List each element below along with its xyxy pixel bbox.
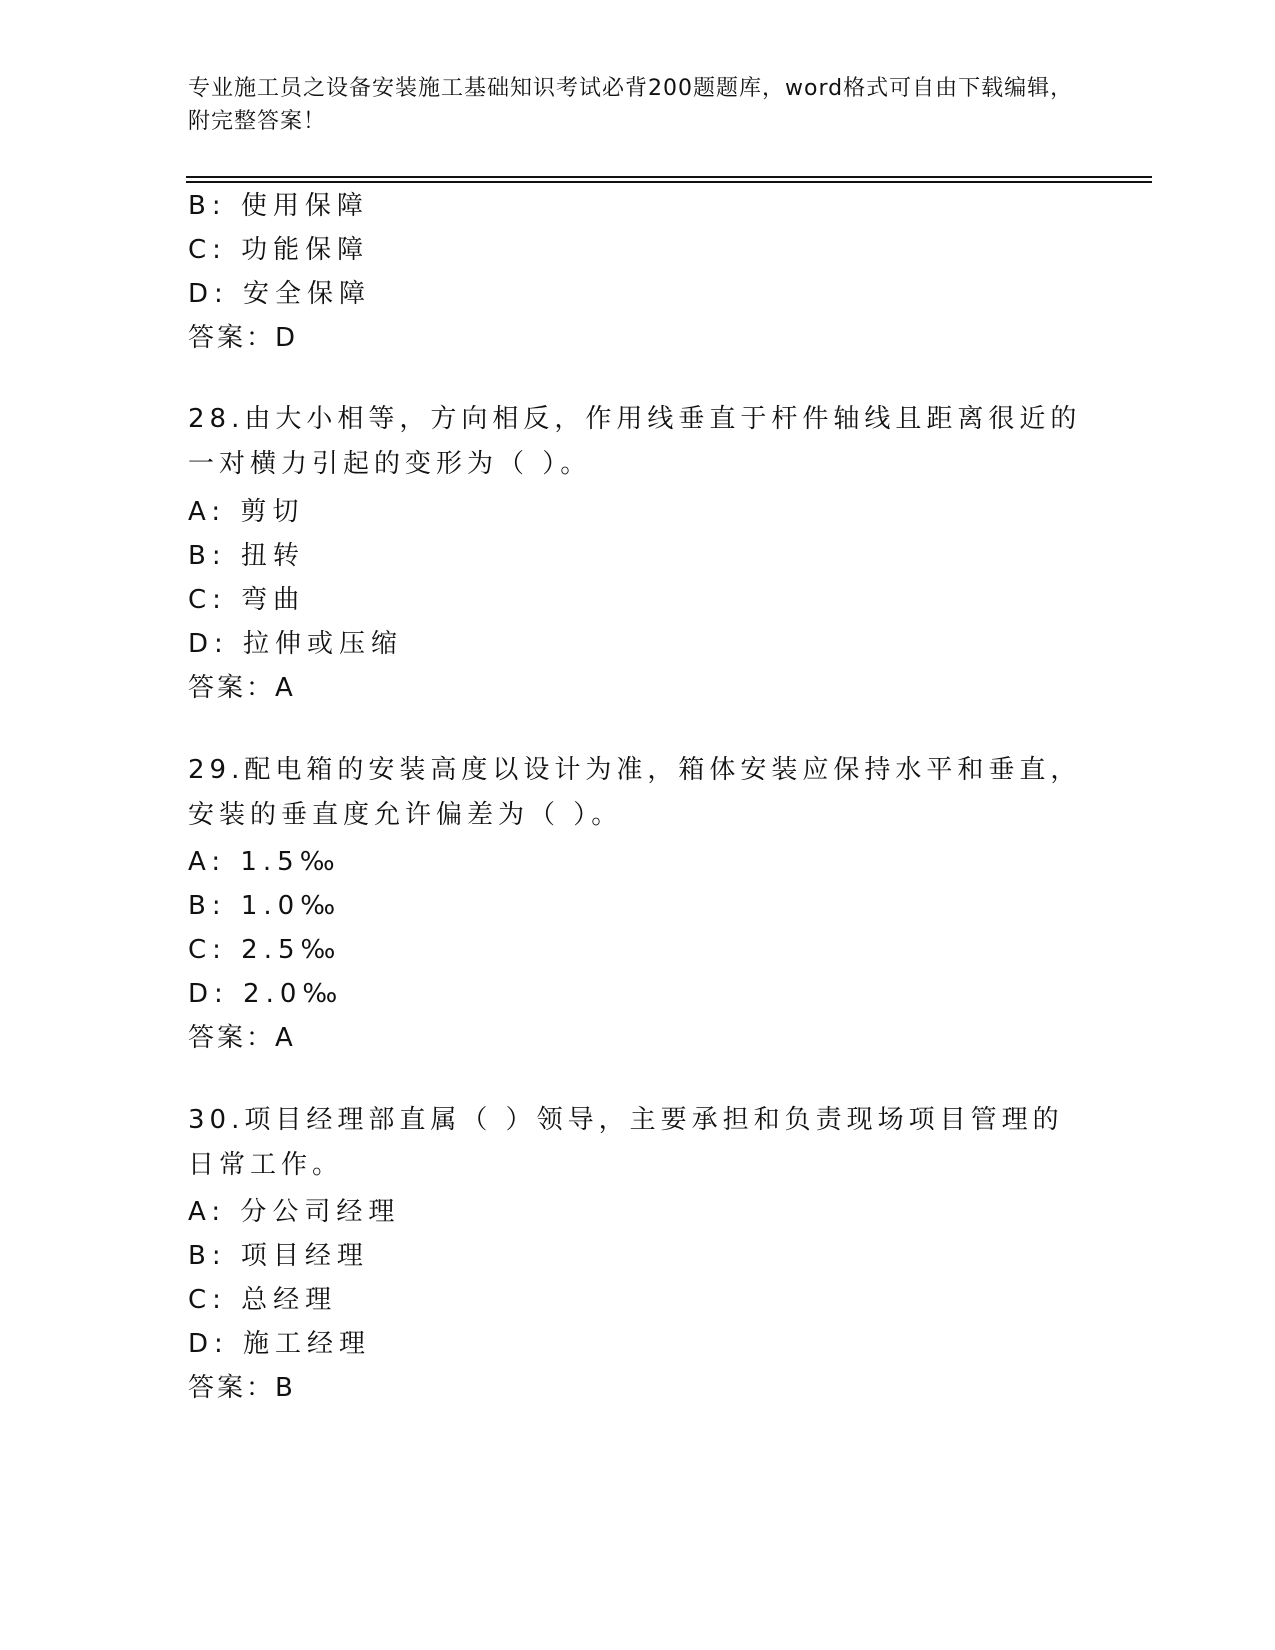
question-30-option-c: C: 总经理 — [188, 1285, 338, 1315]
question-30-answer: 答案：B — [188, 1373, 296, 1403]
question-30-option-a: A: 分公司经理 — [188, 1197, 401, 1227]
question-29-option-a: A: 1.5‰ — [188, 847, 341, 877]
question-29-option-b: B: 1.0‰ — [188, 891, 342, 921]
question-28-stem: 28.由大小相等，方向相反，作用线垂直于杆件轴线且距离很近的一对横力引起的变形为（ ）。 — [188, 404, 1082, 479]
option-c: C: 功能保障 — [188, 235, 370, 265]
header-rule-bottom — [186, 181, 1152, 183]
option-d: D: 安全保障 — [188, 279, 372, 309]
question-30-option-b: B: 项目经理 — [188, 1241, 369, 1271]
question-28-answer: 答案：A — [188, 673, 296, 703]
document-header: 专业施工员之设备安装施工基础知识考试必背200题题库，word格式可自由下载编辑，附完整答案！ — [188, 76, 1074, 134]
answer: 答案：D — [188, 323, 299, 353]
question-29-option-d: D: 2.0‰ — [188, 979, 344, 1009]
question-30-stem: 30.项目经理部直属（ ）领导，主要承担和负责现场项目管理的日常工作。 — [188, 1105, 1064, 1180]
question-28-option-a: A: 剪切 — [188, 497, 305, 527]
question-28-option-b: B: 扭转 — [188, 541, 305, 571]
question-29-option-c: C: 2.5‰ — [188, 935, 342, 965]
question-30-option-d: D: 施工经理 — [188, 1329, 372, 1359]
question-29-stem: 29.配电箱的安装高度以设计为准，箱体安装应保持水平和垂直，安装的垂直度允许偏差为（ ）。 — [188, 755, 1082, 830]
header-rule-top — [186, 176, 1152, 178]
question-29-answer: 答案：A — [188, 1023, 296, 1053]
question-28-option-c: C: 弯曲 — [188, 585, 306, 615]
option-b: B: 使用保障 — [188, 191, 369, 221]
question-28-option-d: D: 拉伸或压缩 — [188, 629, 404, 659]
